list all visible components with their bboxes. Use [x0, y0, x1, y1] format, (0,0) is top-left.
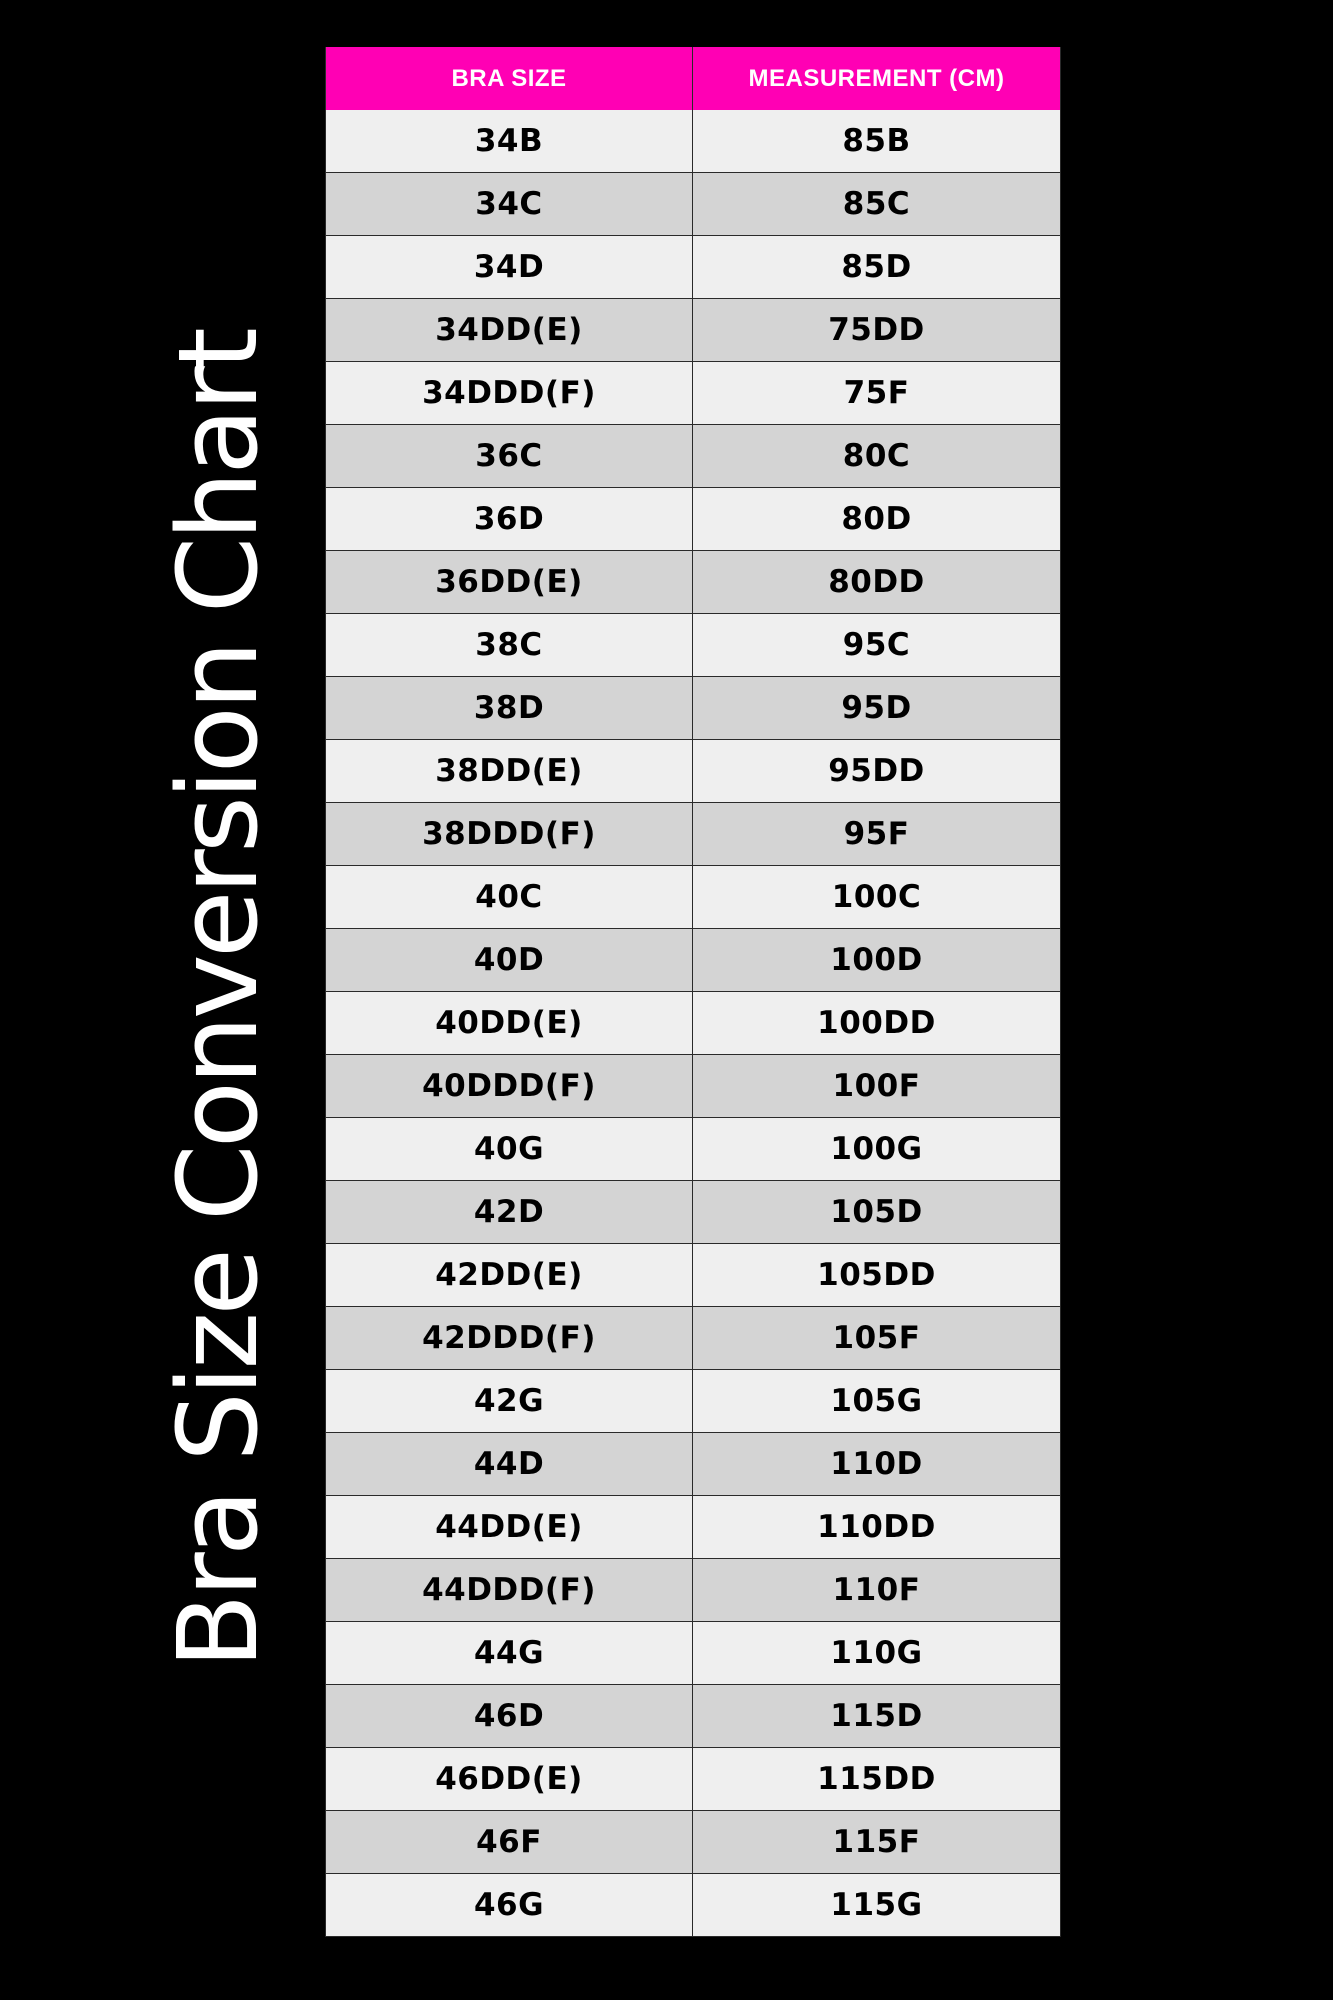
table-row	[326, 1244, 1061, 1307]
measurement-cell: 105G	[693, 1370, 1061, 1433]
bra-size-cell: 40DD(E)	[326, 992, 693, 1055]
table-row	[326, 1055, 1061, 1118]
table-row	[326, 1622, 1061, 1685]
measurement-cell: 100G	[693, 1118, 1061, 1181]
table-row	[326, 1181, 1061, 1244]
table-row	[326, 299, 1061, 362]
table-row	[326, 803, 1061, 866]
table-row	[326, 866, 1061, 929]
table-row	[326, 236, 1061, 299]
bra-size-cell: 36DD(E)	[326, 551, 693, 614]
bra-size-cell: 46F	[326, 1811, 693, 1874]
bra-size-cell: 46G	[326, 1874, 693, 1937]
bra-size-cell: 42D	[326, 1181, 693, 1244]
bra-size-cell: 44G	[326, 1622, 693, 1685]
table-row	[326, 173, 1061, 236]
table-row	[326, 425, 1061, 488]
measurement-cell: 85C	[693, 173, 1061, 236]
table-row	[326, 1118, 1061, 1181]
table-body	[326, 110, 1061, 1937]
table-row	[326, 551, 1061, 614]
measurement-cell: 100D	[693, 929, 1061, 992]
bra-size-cell: 46D	[326, 1685, 693, 1748]
bra-size-cell: 36D	[326, 488, 693, 551]
table-row	[326, 1874, 1061, 1937]
bra-size-cell: 34C	[326, 173, 693, 236]
measurement-cell: 75F	[693, 362, 1061, 425]
measurement-cell: 95DD	[693, 740, 1061, 803]
bra-size-cell: 42G	[326, 1370, 693, 1433]
measurement-cell: 115DD	[693, 1748, 1061, 1811]
measurement-cell: 95F	[693, 803, 1061, 866]
table-row	[326, 1370, 1061, 1433]
table-header-row	[326, 47, 1061, 110]
table-row	[326, 929, 1061, 992]
header-bra-size: BRA SIZE	[326, 47, 693, 110]
table-row	[326, 1811, 1061, 1874]
measurement-cell: 100F	[693, 1055, 1061, 1118]
bra-size-cell: 34D	[326, 236, 693, 299]
bra-size-cell: 38DD(E)	[326, 740, 693, 803]
table-row	[326, 1307, 1061, 1370]
measurement-cell: 95D	[693, 677, 1061, 740]
bra-size-cell: 40D	[326, 929, 693, 992]
measurement-cell: 80DD	[693, 551, 1061, 614]
measurement-cell: 115F	[693, 1811, 1061, 1874]
bra-size-cell: 40G	[326, 1118, 693, 1181]
table-row	[326, 677, 1061, 740]
measurement-cell: 100DD	[693, 992, 1061, 1055]
table-row	[326, 740, 1061, 803]
page-title: Bra Size Conversion Chart	[154, 331, 282, 1669]
measurement-cell: 110D	[693, 1433, 1061, 1496]
bra-size-cell: 34DD(E)	[326, 299, 693, 362]
title-container	[154, 260, 282, 1740]
measurement-cell: 95C	[693, 614, 1061, 677]
table-row	[326, 1685, 1061, 1748]
bra-size-cell: 40C	[326, 866, 693, 929]
table-row	[326, 362, 1061, 425]
measurement-cell: 105F	[693, 1307, 1061, 1370]
bra-size-cell: 36C	[326, 425, 693, 488]
table-row	[326, 1748, 1061, 1811]
measurement-cell: 75DD	[693, 299, 1061, 362]
table-row	[326, 1559, 1061, 1622]
bra-size-cell: 44DD(E)	[326, 1496, 693, 1559]
bra-size-cell: 40DDD(F)	[326, 1055, 693, 1118]
table-row	[326, 1433, 1061, 1496]
bra-size-cell: 38DDD(F)	[326, 803, 693, 866]
bra-size-cell: 34B	[326, 110, 693, 173]
bra-size-cell: 34DDD(F)	[326, 362, 693, 425]
table-row	[326, 614, 1061, 677]
size-conversion-table	[325, 47, 1061, 1937]
measurement-cell: 105DD	[693, 1244, 1061, 1307]
bra-size-cell: 42DDD(F)	[326, 1307, 693, 1370]
bra-size-cell: 44DDD(F)	[326, 1559, 693, 1622]
measurement-cell: 110DD	[693, 1496, 1061, 1559]
measurement-cell: 115G	[693, 1874, 1061, 1937]
measurement-cell: 85B	[693, 110, 1061, 173]
table-row	[326, 992, 1061, 1055]
bra-size-cell: 46DD(E)	[326, 1748, 693, 1811]
table-row	[326, 110, 1061, 173]
bra-size-cell: 38C	[326, 614, 693, 677]
measurement-cell: 110F	[693, 1559, 1061, 1622]
measurement-cell: 100C	[693, 866, 1061, 929]
table-row	[326, 1496, 1061, 1559]
bra-size-cell: 42DD(E)	[326, 1244, 693, 1307]
measurement-cell: 110G	[693, 1622, 1061, 1685]
bra-size-cell: 38D	[326, 677, 693, 740]
measurement-cell: 85D	[693, 236, 1061, 299]
measurement-cell: 115D	[693, 1685, 1061, 1748]
bra-size-cell: 44D	[326, 1433, 693, 1496]
measurement-cell: 105D	[693, 1181, 1061, 1244]
measurement-cell: 80D	[693, 488, 1061, 551]
measurement-cell: 80C	[693, 425, 1061, 488]
table-row	[326, 488, 1061, 551]
header-measurement-cm: MEASUREMENT (CM)	[693, 47, 1061, 110]
